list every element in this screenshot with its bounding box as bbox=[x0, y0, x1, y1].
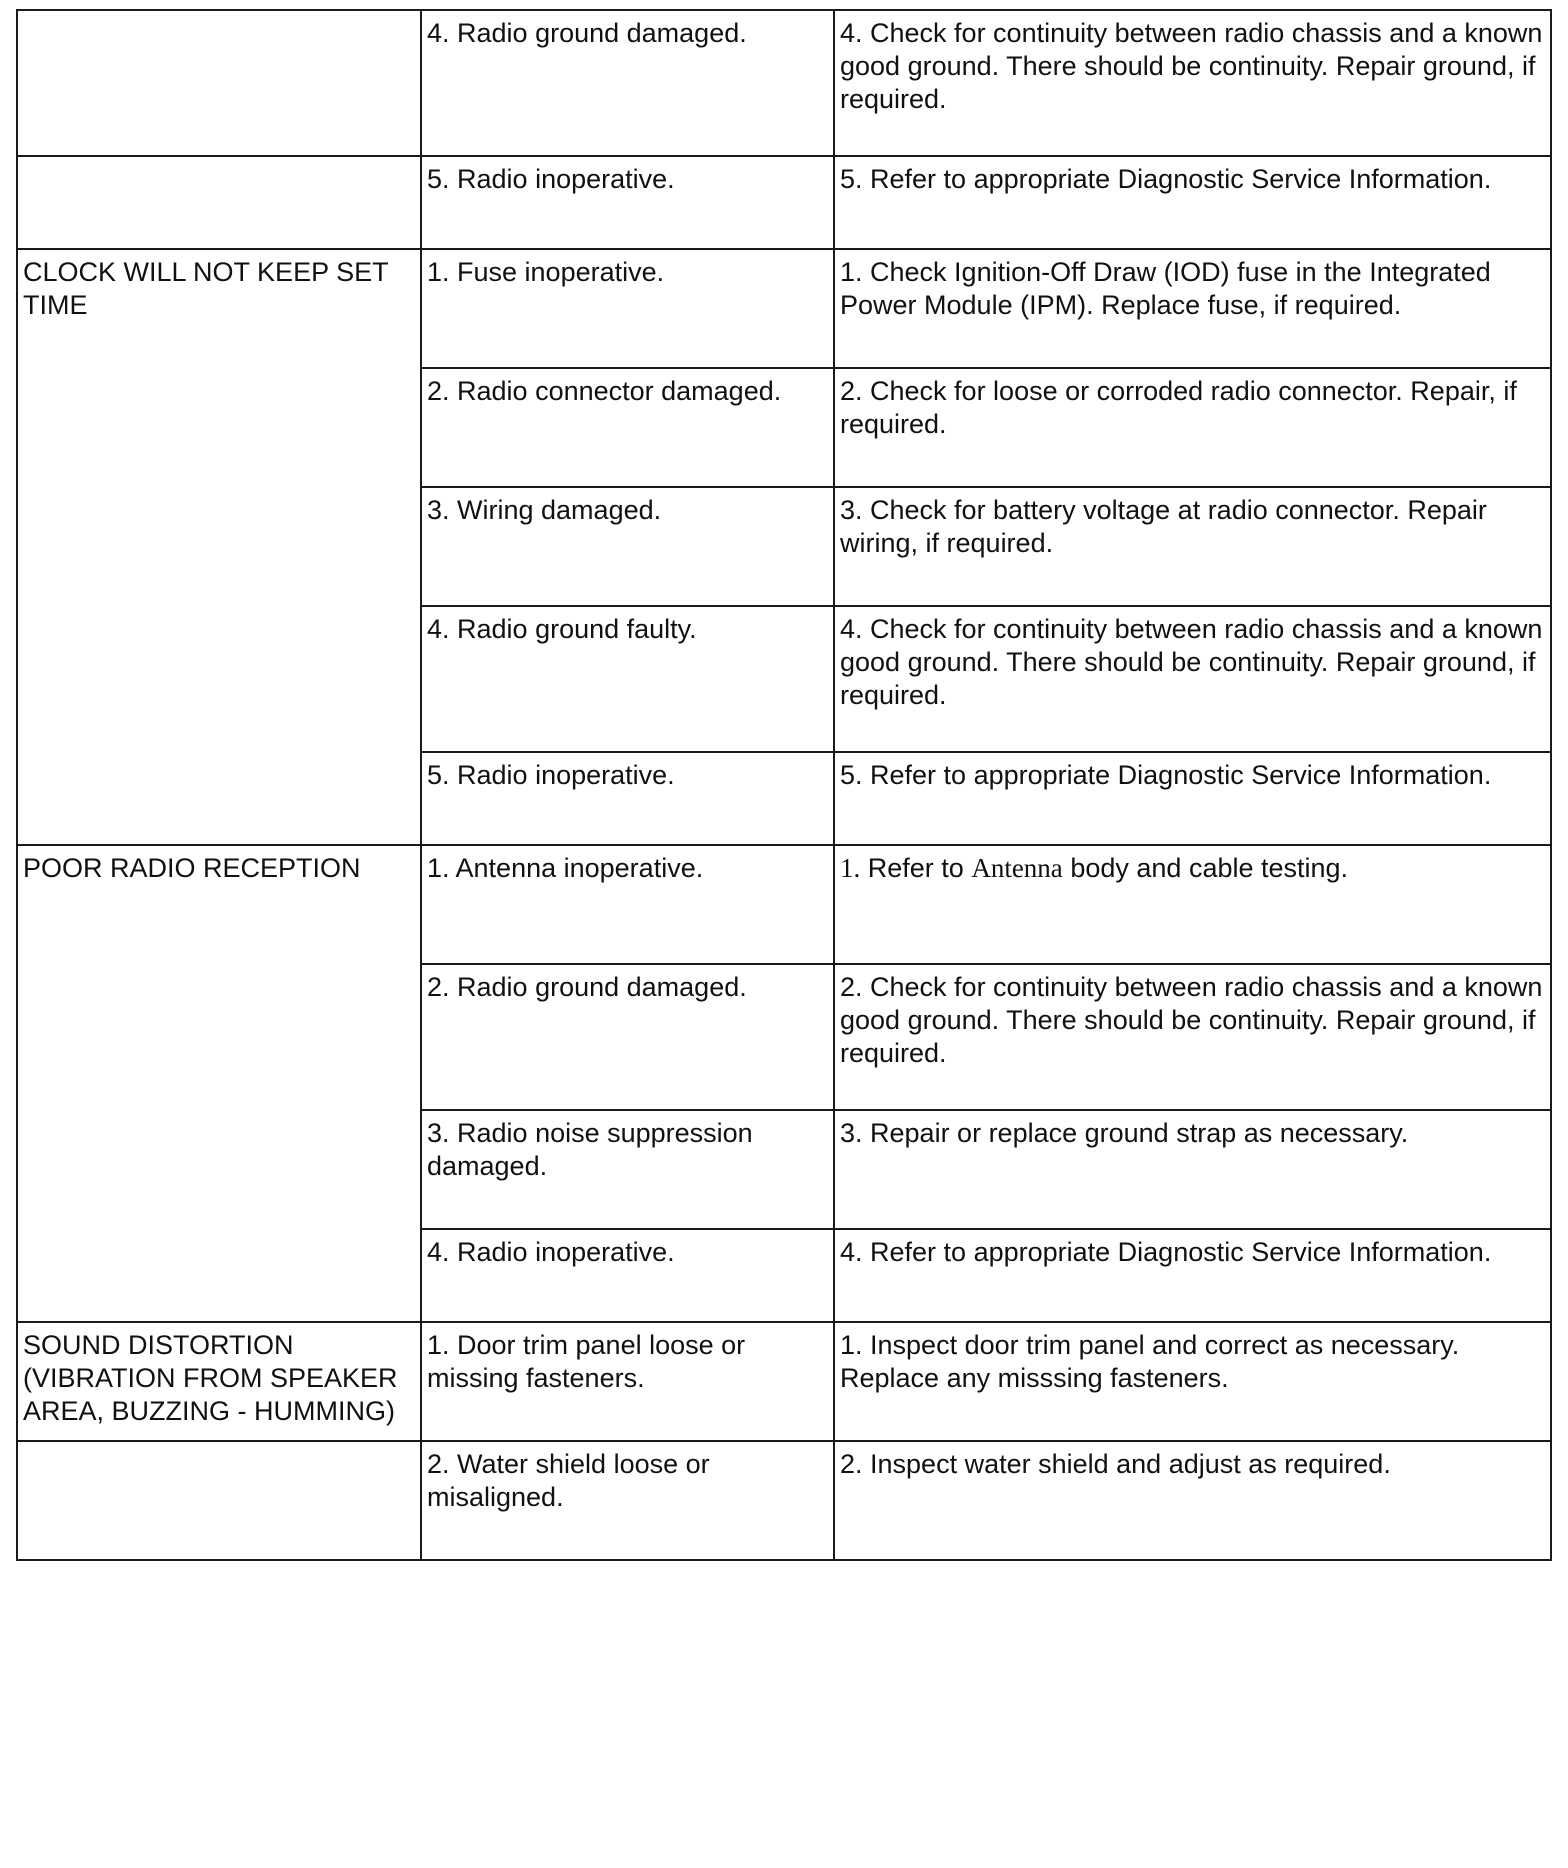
cause-cell: 5. Radio inoperative. bbox=[421, 156, 834, 249]
correction-cell bbox=[834, 845, 1551, 964]
cause-cell: 2. Water shield loose or misaligned. bbox=[421, 1441, 834, 1560]
symptom-cell bbox=[17, 10, 421, 156]
symptom-cell: SOUND DISTORTION (VIBRATION FROM SPEAKER AREA, BUZZING - HUMMING) bbox=[17, 1322, 421, 1441]
cause-cell: 2. Radio ground damaged. bbox=[421, 964, 834, 1110]
cause-cell: 3. Radio noise suppression damaged. bbox=[421, 1110, 834, 1229]
correction-text: cable bbox=[1188, 853, 1254, 883]
symptom-cell bbox=[17, 1441, 421, 1560]
cause-cell: 3. Wiring damaged. bbox=[421, 487, 834, 606]
symptom-cell: POOR RADIO RECEPTION bbox=[17, 845, 421, 1322]
correction-text: Refer to bbox=[867, 853, 964, 883]
correction-cell: 1. Inspect door trim panel and correct as necessary. Replace any misssing fasteners. bbox=[834, 1322, 1551, 1441]
table-row bbox=[17, 1441, 1551, 1560]
table-row bbox=[17, 1322, 1551, 1441]
cause-cell: 4. Radio ground damaged. bbox=[421, 10, 834, 156]
table-row bbox=[17, 249, 1551, 368]
correction-cell: 4. Refer to appropriate Diagnostic Service Information. bbox=[834, 1229, 1551, 1322]
correction-text: testing. bbox=[1261, 853, 1349, 883]
table-row bbox=[17, 10, 1551, 156]
table-row bbox=[17, 156, 1551, 249]
correction-number: 1. bbox=[840, 853, 861, 883]
correction-text: Antenna bbox=[971, 853, 1063, 883]
correction-cell: 4. Check for continuity between radio chassis and a known good ground. There should be continuity. Repair ground, if required. bbox=[834, 10, 1551, 156]
diagnosis-table-container bbox=[16, 9, 1550, 1561]
diagnosis-table bbox=[16, 9, 1552, 1561]
correction-cell: 5. Refer to appropriate Diagnostic Service Information. bbox=[834, 156, 1551, 249]
correction-cell: 2. Check for loose or corroded radio connector. Repair, if required. bbox=[834, 368, 1551, 487]
correction-cell: 5. Refer to appropriate Diagnostic Service Information. bbox=[834, 752, 1551, 845]
cause-cell: 1. Antenna inoperative. bbox=[421, 845, 834, 964]
correction-cell: 3. Repair or replace ground strap as necessary. bbox=[834, 1110, 1551, 1229]
cause-cell: 1. Fuse inoperative. bbox=[421, 249, 834, 368]
symptom-cell: CLOCK WILL NOT KEEP SET TIME bbox=[17, 249, 421, 845]
cause-cell: 2. Radio connector damaged. bbox=[421, 368, 834, 487]
correction-cell: 1. Check Ignition-Off Draw (IOD) fuse in the Integrated Power Module (IPM). Replace fuse, if required. bbox=[834, 249, 1551, 368]
cause-cell: 1. Door trim panel loose or missing fasteners. bbox=[421, 1322, 834, 1441]
correction-cell: 4. Check for continuity between radio chassis and a known good ground. There should be continuity. Repair ground, if required. bbox=[834, 606, 1551, 752]
table-row bbox=[17, 845, 1551, 964]
cause-cell: 5. Radio inoperative. bbox=[421, 752, 834, 845]
cause-cell: 4. Radio inoperative. bbox=[421, 1229, 834, 1322]
cause-cell: 4. Radio ground faulty. bbox=[421, 606, 834, 752]
correction-cell: 2. Inspect water shield and adjust as required. bbox=[834, 1441, 1551, 1560]
correction-text: body and bbox=[1070, 853, 1182, 883]
correction-cell: 3. Check for battery voltage at radio connector. Repair wiring, if required. bbox=[834, 487, 1551, 606]
symptom-cell bbox=[17, 156, 421, 249]
correction-cell: 2. Check for continuity between radio chassis and a known good ground. There should be continuity. Repair ground, if required. bbox=[834, 964, 1551, 1110]
